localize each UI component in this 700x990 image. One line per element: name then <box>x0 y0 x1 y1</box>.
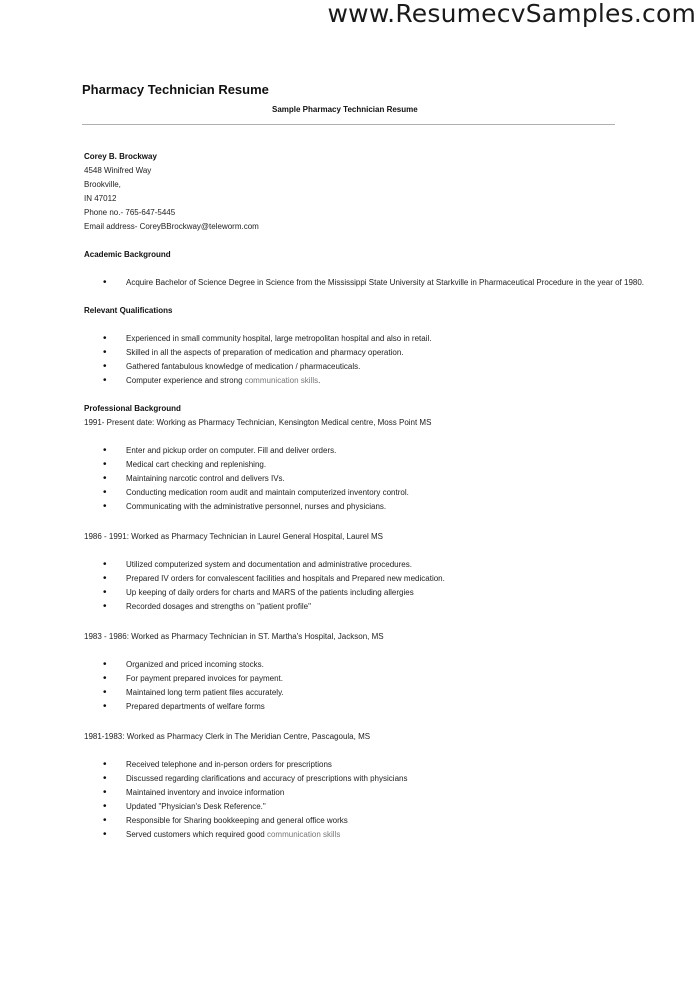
list-item: • Acquire Bachelor of Science Degree in Science from the Mississippi State University at Starkville in Pharmaceutical Procedure in the year of 1980. <box>84 276 646 290</box>
job-title: 1983 - 1986: Worked as Pharmacy Technician in ST. Martha's Hospital, Jackson, MS <box>84 632 384 641</box>
list-item: • Skilled in all the aspects of preparation of medication and pharmacy operation. <box>84 346 624 360</box>
communication-skills-link[interactable]: communication skills <box>244 376 319 385</box>
item-text: Served customers which required good <box>126 830 267 839</box>
list-item: • Conducting medication room audit and maintain computerized inventory control. <box>84 486 624 500</box>
site-watermark: www.ResumecvSamples.com <box>327 0 696 28</box>
list-item: • Received telephone and in-person orders for prescriptions <box>84 758 624 772</box>
resume-body <box>84 150 645 842</box>
academic-list <box>84 276 645 290</box>
job-duties-list <box>84 444 624 514</box>
header-divider <box>82 124 615 125</box>
job-title: 1981-1983: Worked as Pharmacy Clerk in The Meridian Centre, Pascagoula, MS <box>84 732 371 741</box>
page-subtitle: Sample Pharmacy Technician Resume <box>272 105 418 114</box>
list-item: • Enter and pickup order on computer. Fill and deliver orders. <box>84 444 624 458</box>
list-item: • For payment prepared invoices for payment. <box>84 672 624 686</box>
list-item <box>84 828 624 842</box>
list-item: • Discussed regarding clarifications and accuracy of prescriptions with physicians <box>84 772 624 786</box>
section-heading-qualifications: Relevant Qualifications <box>84 306 173 315</box>
list-item: • Gathered fantabulous knowledge of medication / pharmaceuticals. <box>84 360 624 374</box>
contact-phone: Phone no.- 765-647-5445 <box>84 208 176 217</box>
list-item: • Utilized computerized system and documentation and administrative procedures. <box>84 558 624 572</box>
list-item: • Maintained inventory and invoice information <box>84 786 624 800</box>
list-item: • Responsible for Sharing bookkeeping and general office works <box>84 814 624 828</box>
section-heading-professional: Professional Background <box>84 404 181 413</box>
list-item: • Up keeping of daily orders for charts and MARS of the patients including allergies <box>84 586 624 600</box>
section-heading-academic: Academic Background <box>84 250 171 259</box>
item-text: . <box>318 376 321 385</box>
contact-email: Email address- CoreyBBrockway@teleworm.com <box>84 222 259 231</box>
list-item: • Experienced in small community hospital, large metropolitan hospital and also in retail. <box>84 332 624 346</box>
list-item: • Recorded dosages and strengths on "patient profile" <box>84 600 624 614</box>
job-duties-list <box>84 758 624 842</box>
list-item: • Prepared departments of welfare forms <box>84 700 624 714</box>
list-item: • Organized and priced incoming stocks. <box>84 658 624 672</box>
qualifications-list <box>84 332 624 388</box>
contact-address-line: 4548 Winifred Way <box>84 166 152 175</box>
list-item: • Medical cart checking and replenishing. <box>84 458 624 472</box>
job-title: 1991- Present date: Working as Pharmacy Technician, Kensington Medical centre, Moss Point MS <box>84 418 432 427</box>
contact-address-line: Brookville, <box>84 180 121 189</box>
job-duties-list <box>84 558 624 614</box>
list-item: • Communicating with the administrative personnel, nurses and physicians. <box>84 500 624 514</box>
job-duties-list <box>84 658 624 714</box>
communication-skills-link[interactable]: communication skills <box>266 830 341 839</box>
contact-block <box>84 150 624 234</box>
job-title: 1986 - 1991: Worked as Pharmacy Technician in Laurel General Hospital, Laurel MS <box>84 532 383 541</box>
contact-address-line: IN 47012 <box>84 194 117 203</box>
list-item: • Updated "Physician's Desk Reference." <box>84 800 624 814</box>
list-item: • Maintaining narcotic control and delivers IVs. <box>84 472 624 486</box>
list-item <box>84 374 624 388</box>
page-title: Pharmacy Technician Resume <box>82 82 269 97</box>
list-item: • Maintained long term patient files accurately. <box>84 686 624 700</box>
item-text: Computer experience and strong <box>126 376 245 385</box>
list-item: • Prepared IV orders for convalescent facilities and hospitals and Prepared new medication. <box>84 572 624 586</box>
contact-name: Corey B. Brockway <box>84 152 157 161</box>
